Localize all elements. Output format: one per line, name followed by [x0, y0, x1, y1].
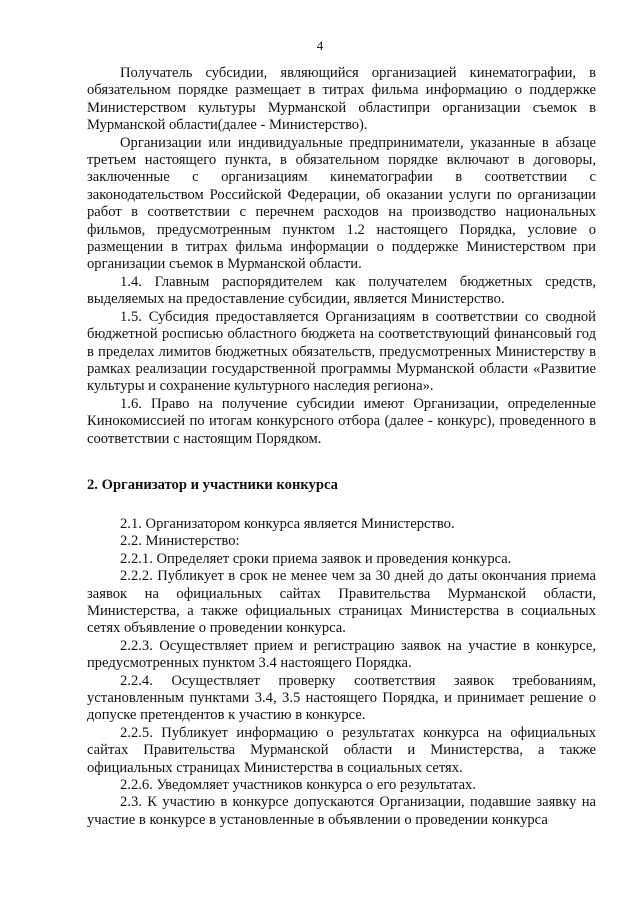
section-heading: 2. Организатор и участники конкурса	[87, 476, 338, 493]
paragraph: 2.2.6. Уведомляет участников конкурса о его результатах.	[120, 777, 476, 794]
paragraph: Организации или индивидуальные предприниматели, указанные в абзаце третьем настоящего пункта, в обязательном порядке включают в договоры, заключенные с организациям кинематографии в соответствии с законодательством Российской Федерации, об оказании услуги по организации работ в соответствии с перечнем расходов на производство национальных фильмов, предусмотренным пунктом 1.2 настоящего Порядка, условие о размещении в титрах фильма информации о поддержке Министерством при организации съемок в Мурманской области.	[87, 134, 596, 273]
paragraph: 1.6. Право на получение субсидии имеют Организации, определенные Кинокомиссией по итогам конкурсного отбора (далее - конкурс), проведенного в соответствии с настоящим Порядком.	[87, 395, 596, 447]
paragraph: Получатель субсидии, являющийся организацией кинематографии, в обязательном порядке размещает в титрах фильма информацию о поддержке Министерством культуры Мурманской областипри организации съемок в Мурманской области(далее - Министерство).	[87, 65, 596, 134]
page-number: 4	[316, 38, 324, 53]
paragraph: 2.3. К участию в конкурсе допускаются Организации, подавшие заявку на участие в конкурсе в установленные в объявлении о проведении конкурса	[87, 794, 596, 828]
paragraph: 2.2.3. Осуществляет прием и регистрацию заявок на участие в конкурсе, предусмотренных пунктом 3.4 настоящего Порядка.	[87, 637, 596, 672]
paragraph: 2.1. Организатором конкурса является Министерство.	[120, 515, 455, 532]
paragraph: 2.2. Министерство:	[120, 533, 240, 550]
document-body	[87, 65, 596, 829]
paragraph: 1.5. Субсидия предоставляется Организациям в соответствии со сводной бюджетной росписью областного бюджета на соответствующий финансовый год в пределах лимитов бюджетных обязательств, предусмотренных Министерству в рамках реализации государственной программы Мурманской области «Развитие культуры и сохранение культурного наследия региона».	[87, 308, 596, 395]
paragraph: 2.2.1. Определяет сроки приема заявок и проведения конкурса.	[120, 550, 512, 567]
paragraph: 2.2.4. Осуществляет проверку соответствия заявок требованиям, установленным пунктами 3.4, 3.5 настоящего Порядка, и принимает решение о допуске претендентов к участию в конкурсе.	[87, 672, 596, 724]
paragraph: 2.2.2. Публикует в срок не менее чем за 30 дней до даты окончания приема заявок на официальных сайтах Правительства Мурманской области, Министерства, а также официальных страницах Министерства в социальных сетях объявление о проведении конкурса.	[87, 568, 596, 637]
paragraph: 1.4. Главным распорядителем как получателем бюджетных средств, выделяемых на предоставление субсидии, является Министерство.	[87, 273, 596, 308]
paragraph: 2.2.5. Публикует информацию о результатах конкурса на официальных сайтах Правительства Мурманской области и Министерства, а также официальных страницах Министерства в социальных сетях.	[87, 724, 596, 776]
